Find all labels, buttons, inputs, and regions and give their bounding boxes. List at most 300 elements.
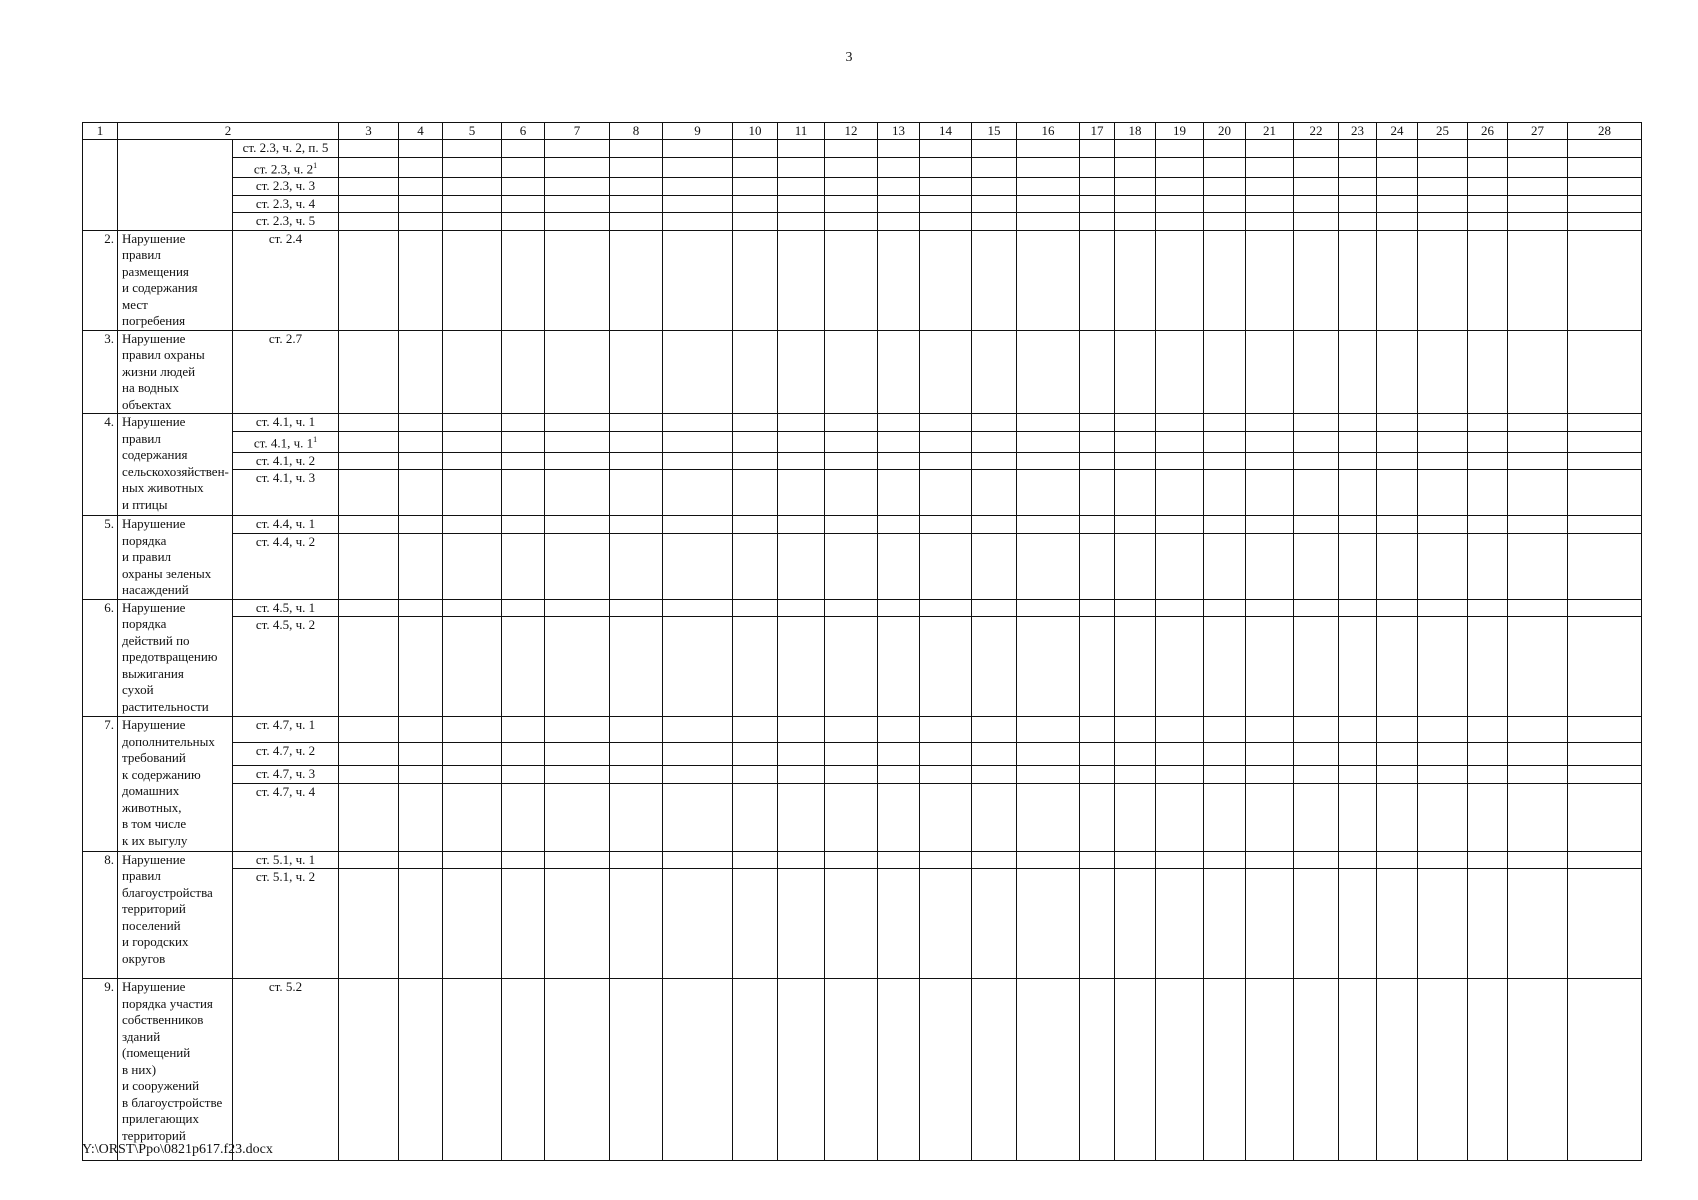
data-cell — [1156, 157, 1204, 178]
data-cell — [1204, 869, 1246, 979]
violation-name-cell — [118, 140, 233, 231]
table-row — [83, 851, 1642, 869]
article-reference-text: ст. 2.3, ч. 3 — [255, 178, 316, 194]
data-cell — [825, 140, 878, 158]
article-reference-cell — [233, 617, 339, 717]
data-cell — [1568, 743, 1642, 766]
data-cell — [1156, 452, 1204, 470]
data-cell — [1508, 213, 1568, 231]
data-cell — [1418, 414, 1468, 432]
data-cell — [1377, 979, 1418, 1161]
data-cell — [778, 213, 825, 231]
article-superscript: 1 — [313, 160, 318, 170]
article-reference-text: ст. 4.1, ч. 3 — [255, 470, 316, 486]
data-cell — [825, 195, 878, 213]
data-cell — [399, 979, 443, 1161]
data-cell — [339, 213, 399, 231]
data-cell — [339, 140, 399, 158]
article-reference-cell — [233, 140, 339, 158]
data-cell — [545, 851, 610, 869]
data-cell — [878, 766, 920, 784]
data-cell — [443, 851, 502, 869]
data-cell — [1080, 979, 1115, 1161]
data-cell — [502, 783, 545, 851]
data-cell — [1418, 979, 1468, 1161]
data-cell — [920, 743, 972, 766]
data-cell — [1080, 157, 1115, 178]
row-number-cell: 9. — [83, 979, 118, 1161]
data-cell — [610, 431, 663, 452]
data-cell — [1568, 431, 1642, 452]
data-cell — [1246, 330, 1294, 414]
column-number-header: 16 — [1017, 123, 1080, 140]
data-cell — [1294, 516, 1339, 534]
article-reference-cell — [233, 599, 339, 617]
data-cell — [733, 178, 778, 196]
data-cell — [878, 230, 920, 330]
data-cell — [1377, 516, 1418, 534]
column-number-header: 2 — [118, 123, 339, 140]
data-cell — [399, 869, 443, 979]
row-number-cell: 5. — [83, 516, 118, 600]
data-cell — [1568, 195, 1642, 213]
data-cell — [545, 979, 610, 1161]
data-cell — [1080, 140, 1115, 158]
violation-name-text: Нарушение порядка действий по предотвращению выжигания сухой растительности — [122, 599, 218, 714]
data-cell — [1156, 414, 1204, 432]
table-row — [83, 766, 1642, 784]
data-cell — [610, 452, 663, 470]
data-cell — [1115, 617, 1156, 717]
data-cell — [1080, 516, 1115, 534]
data-cell — [1339, 979, 1377, 1161]
data-cell — [399, 599, 443, 617]
data-cell — [1339, 470, 1377, 516]
data-cell — [733, 452, 778, 470]
data-cell — [1017, 140, 1080, 158]
violation-name-text: Нарушение порядка участия собственников зданий (помещений в них) и сооружений в благоустройстве прилегающих территорий — [122, 979, 223, 1143]
data-cell — [1017, 330, 1080, 414]
data-cell — [1204, 157, 1246, 178]
data-cell — [1568, 140, 1642, 158]
data-cell — [733, 195, 778, 213]
data-cell — [502, 516, 545, 534]
data-cell — [733, 743, 778, 766]
data-cell — [1377, 533, 1418, 599]
article-reference-cell — [233, 330, 339, 414]
data-cell — [339, 743, 399, 766]
data-cell — [972, 869, 1017, 979]
statistics-form-table — [82, 122, 1642, 1161]
data-cell — [1156, 516, 1204, 534]
data-cell — [1017, 195, 1080, 213]
data-cell — [1017, 979, 1080, 1161]
data-cell — [663, 178, 733, 196]
data-cell — [1246, 213, 1294, 231]
data-cell — [1115, 195, 1156, 213]
data-cell — [663, 414, 733, 432]
data-cell — [1156, 195, 1204, 213]
data-cell — [610, 617, 663, 717]
data-cell — [1294, 452, 1339, 470]
data-cell — [972, 533, 1017, 599]
data-cell — [1377, 743, 1418, 766]
data-cell — [878, 599, 920, 617]
data-cell — [399, 213, 443, 231]
data-cell — [1418, 599, 1468, 617]
article-reference-text: ст. 4.1, ч. 1 — [255, 414, 316, 430]
data-cell — [972, 140, 1017, 158]
data-cell — [339, 851, 399, 869]
data-cell — [545, 178, 610, 196]
article-reference-cell — [233, 178, 339, 196]
data-cell — [1339, 414, 1377, 432]
data-cell — [610, 766, 663, 784]
data-cell — [1115, 599, 1156, 617]
data-cell — [1339, 431, 1377, 452]
data-cell — [1294, 743, 1339, 766]
data-cell — [1339, 452, 1377, 470]
row-number-cell — [83, 140, 118, 231]
data-cell — [778, 330, 825, 414]
data-cell — [1115, 743, 1156, 766]
data-cell — [1377, 330, 1418, 414]
data-cell — [663, 766, 733, 784]
data-cell — [502, 195, 545, 213]
data-cell — [502, 330, 545, 414]
data-cell — [920, 178, 972, 196]
article-reference-cell — [233, 157, 339, 178]
data-cell — [1017, 869, 1080, 979]
data-cell — [778, 766, 825, 784]
data-cell — [878, 516, 920, 534]
data-cell — [1156, 783, 1204, 851]
data-cell — [1017, 470, 1080, 516]
data-cell — [1418, 195, 1468, 213]
data-cell — [610, 979, 663, 1161]
data-cell — [878, 470, 920, 516]
data-cell — [1204, 533, 1246, 599]
data-cell — [825, 431, 878, 452]
row-number-cell: 3. — [83, 330, 118, 414]
article-reference-cell — [233, 213, 339, 231]
data-cell — [545, 414, 610, 432]
column-number-header: 27 — [1508, 123, 1568, 140]
data-cell — [1294, 851, 1339, 869]
data-cell — [920, 783, 972, 851]
data-cell — [1246, 157, 1294, 178]
data-cell — [610, 470, 663, 516]
data-cell — [399, 414, 443, 432]
data-cell — [545, 230, 610, 330]
data-cell — [545, 330, 610, 414]
violation-name-text: Нарушение правил благоустройства территорий поселений и городских округов — [122, 851, 213, 966]
data-cell — [825, 178, 878, 196]
data-cell — [878, 431, 920, 452]
data-cell — [1508, 869, 1568, 979]
data-cell — [502, 743, 545, 766]
data-cell — [545, 431, 610, 452]
data-cell — [825, 213, 878, 231]
data-cell — [972, 851, 1017, 869]
data-cell — [502, 869, 545, 979]
article-reference-cell — [233, 766, 339, 784]
data-cell — [1080, 178, 1115, 196]
data-cell — [1115, 414, 1156, 432]
data-cell — [1080, 617, 1115, 717]
data-cell — [1339, 213, 1377, 231]
article-reference-text: ст. 2.4 — [268, 230, 303, 246]
data-cell — [1017, 717, 1080, 743]
data-cell — [339, 431, 399, 452]
data-cell — [1468, 230, 1508, 330]
data-cell — [878, 869, 920, 979]
data-cell — [339, 157, 399, 178]
data-cell — [1204, 330, 1246, 414]
data-cell — [399, 516, 443, 534]
data-cell — [825, 452, 878, 470]
data-cell — [1246, 452, 1294, 470]
data-cell — [610, 869, 663, 979]
data-cell — [339, 452, 399, 470]
data-cell — [1156, 717, 1204, 743]
data-cell — [825, 470, 878, 516]
data-cell — [972, 717, 1017, 743]
data-cell — [1377, 414, 1418, 432]
data-cell — [339, 516, 399, 534]
data-cell — [610, 743, 663, 766]
data-cell — [1294, 157, 1339, 178]
table-row — [83, 617, 1642, 717]
column-number-header: 13 — [878, 123, 920, 140]
data-cell — [502, 851, 545, 869]
data-cell — [545, 766, 610, 784]
data-cell — [1339, 617, 1377, 717]
data-cell — [878, 414, 920, 432]
data-cell — [778, 533, 825, 599]
data-cell — [1017, 157, 1080, 178]
data-cell — [339, 783, 399, 851]
table-row — [83, 743, 1642, 766]
data-cell — [1017, 617, 1080, 717]
data-cell — [920, 140, 972, 158]
data-cell — [1377, 766, 1418, 784]
data-cell — [1156, 851, 1204, 869]
data-cell — [1339, 140, 1377, 158]
data-cell — [1468, 330, 1508, 414]
article-reference-cell — [233, 783, 339, 851]
data-cell — [1204, 213, 1246, 231]
violation-name-text: Нарушение правил содержания сельскохозяйствен- ных животных и птицы — [122, 414, 229, 512]
data-cell — [1508, 330, 1568, 414]
data-cell — [1468, 452, 1508, 470]
article-reference-text: ст. 4.7, ч. 1 — [255, 717, 316, 733]
data-cell — [663, 470, 733, 516]
data-cell — [502, 213, 545, 231]
data-cell — [1080, 766, 1115, 784]
article-reference-text: ст. 4.5, ч. 2 — [255, 617, 316, 633]
data-cell — [1508, 157, 1568, 178]
data-cell — [920, 470, 972, 516]
data-cell — [733, 431, 778, 452]
data-cell — [1017, 178, 1080, 196]
data-cell — [1294, 431, 1339, 452]
data-cell — [1204, 470, 1246, 516]
data-cell — [1156, 617, 1204, 717]
table-row — [83, 431, 1642, 452]
data-cell — [1294, 533, 1339, 599]
data-cell — [1568, 213, 1642, 231]
data-cell — [920, 195, 972, 213]
article-reference-cell — [233, 869, 339, 979]
data-cell — [1418, 470, 1468, 516]
data-cell — [1080, 743, 1115, 766]
table-row — [83, 516, 1642, 534]
data-cell — [1418, 717, 1468, 743]
table-row — [83, 157, 1642, 178]
data-cell — [733, 869, 778, 979]
data-cell — [545, 717, 610, 743]
data-cell — [878, 979, 920, 1161]
violation-name-cell — [118, 851, 233, 979]
data-cell — [1468, 766, 1508, 784]
data-cell — [399, 743, 443, 766]
data-cell — [1568, 414, 1642, 432]
data-cell — [1468, 717, 1508, 743]
data-cell — [1115, 869, 1156, 979]
article-reference-cell — [233, 431, 339, 452]
data-cell — [1204, 717, 1246, 743]
data-cell — [1339, 869, 1377, 979]
column-number-header: 28 — [1568, 123, 1642, 140]
data-cell — [1377, 431, 1418, 452]
article-reference-cell — [233, 452, 339, 470]
data-cell — [1418, 213, 1468, 231]
data-cell — [733, 330, 778, 414]
column-number-header: 26 — [1468, 123, 1508, 140]
table-row — [83, 452, 1642, 470]
data-cell — [1246, 516, 1294, 534]
article-reference-cell — [233, 717, 339, 743]
data-cell — [878, 178, 920, 196]
row-number-cell: 8. — [83, 851, 118, 979]
data-cell — [545, 516, 610, 534]
article-reference-cell — [233, 851, 339, 869]
table-row — [83, 979, 1642, 1161]
data-cell — [920, 230, 972, 330]
table-row — [83, 533, 1642, 599]
data-cell — [502, 533, 545, 599]
data-cell — [1080, 717, 1115, 743]
data-cell — [663, 230, 733, 330]
data-cell — [1294, 766, 1339, 784]
data-cell — [1508, 195, 1568, 213]
data-cell — [920, 766, 972, 784]
data-cell — [663, 783, 733, 851]
data-cell — [1156, 743, 1204, 766]
data-cell — [1246, 783, 1294, 851]
data-cell — [339, 766, 399, 784]
column-number-header: 22 — [1294, 123, 1339, 140]
data-cell — [1418, 230, 1468, 330]
data-cell — [1246, 599, 1294, 617]
data-cell — [1508, 140, 1568, 158]
data-cell — [1017, 414, 1080, 432]
data-cell — [825, 717, 878, 743]
data-cell — [399, 330, 443, 414]
table-row — [83, 213, 1642, 231]
table-row — [83, 195, 1642, 213]
data-cell — [502, 157, 545, 178]
data-cell — [733, 414, 778, 432]
column-number-header: 5 — [443, 123, 502, 140]
data-cell — [972, 743, 1017, 766]
data-cell — [878, 213, 920, 231]
data-cell — [339, 178, 399, 196]
data-cell — [1017, 533, 1080, 599]
data-cell — [972, 414, 1017, 432]
data-cell — [663, 213, 733, 231]
row-number-cell: 4. — [83, 414, 118, 516]
data-cell — [1115, 157, 1156, 178]
data-cell — [1568, 599, 1642, 617]
data-cell — [778, 195, 825, 213]
data-cell — [1418, 617, 1468, 717]
data-cell — [1377, 717, 1418, 743]
data-cell — [1339, 599, 1377, 617]
article-reference-cell — [233, 533, 339, 599]
data-cell — [825, 851, 878, 869]
data-cell — [1568, 178, 1642, 196]
data-cell — [1156, 178, 1204, 196]
data-cell — [1294, 178, 1339, 196]
data-cell — [1115, 330, 1156, 414]
column-number-header: 15 — [972, 123, 1017, 140]
data-cell — [443, 743, 502, 766]
data-cell — [1468, 414, 1508, 432]
data-cell — [339, 195, 399, 213]
data-cell — [1418, 157, 1468, 178]
violation-name-cell — [118, 230, 233, 330]
column-number-header: 17 — [1080, 123, 1115, 140]
data-cell — [1508, 617, 1568, 717]
data-cell — [1246, 851, 1294, 869]
data-cell — [1568, 157, 1642, 178]
violation-name-text: Нарушение дополнительных требований к содержанию домашних животных, в том числе к их выгулу — [122, 717, 215, 848]
article-reference-text: ст. 4.1, ч. 1 — [253, 435, 314, 451]
data-cell — [1204, 178, 1246, 196]
data-cell — [825, 979, 878, 1161]
data-cell — [663, 743, 733, 766]
data-cell — [545, 213, 610, 231]
row-number-cell: 2. — [83, 230, 118, 330]
data-cell — [663, 869, 733, 979]
data-cell — [1468, 599, 1508, 617]
data-cell — [339, 470, 399, 516]
data-cell — [545, 140, 610, 158]
data-cell — [1377, 851, 1418, 869]
data-cell — [1468, 195, 1508, 213]
data-cell — [920, 516, 972, 534]
article-reference-cell — [233, 516, 339, 534]
data-cell — [1377, 599, 1418, 617]
data-cell — [1080, 414, 1115, 432]
violation-name-text: Нарушение порядка и правил охраны зеленых насаждений — [122, 516, 212, 598]
data-cell — [1508, 230, 1568, 330]
data-cell — [610, 195, 663, 213]
data-cell — [1156, 599, 1204, 617]
data-cell — [1156, 470, 1204, 516]
